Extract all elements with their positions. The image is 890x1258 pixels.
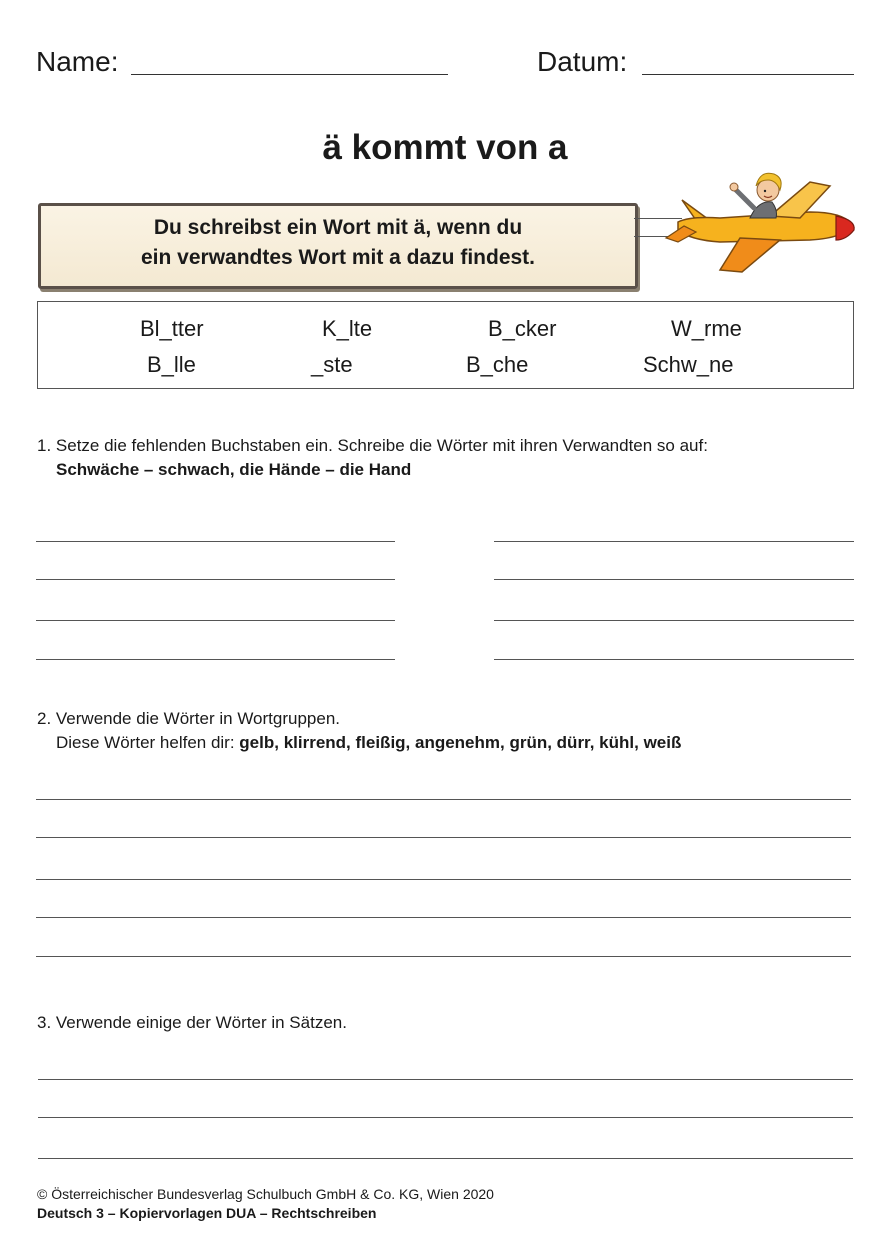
task-2-instruction: 2. Verwende die Wörter in Wortgruppen. bbox=[37, 709, 341, 728]
pilot-arm bbox=[736, 190, 754, 208]
task-3-instruction: 3. Verwende einige der Wörter in Sätzen. bbox=[37, 1013, 347, 1032]
gap-word: W_rme bbox=[671, 316, 742, 341]
writing-line[interactable] bbox=[36, 620, 395, 621]
name-field-line[interactable] bbox=[131, 74, 448, 75]
gap-word: Schw_ne bbox=[643, 352, 734, 377]
task-1-example: Schwäche – schwach, die Hände – die Hand bbox=[56, 460, 412, 479]
airplane-nose bbox=[836, 216, 854, 240]
writing-line[interactable] bbox=[36, 659, 395, 660]
name-label: Name: bbox=[36, 46, 119, 77]
writing-line[interactable] bbox=[494, 579, 854, 580]
task-1-instruction: 1. Setze die fehlenden Buchstaben ein. Schreibe die Wörter mit ihren Verwandten so auf: bbox=[37, 436, 708, 455]
writing-line[interactable] bbox=[38, 1079, 853, 1080]
writing-line[interactable] bbox=[38, 1158, 853, 1159]
writing-line[interactable] bbox=[36, 541, 395, 542]
pilot-hand bbox=[730, 183, 738, 191]
footer-copyright: © Österreichischer Bundesverlag Schulbuch GmbH & Co. KG, Wien 2020 bbox=[37, 1186, 494, 1202]
airplane-lower-wing bbox=[720, 238, 780, 272]
writing-line[interactable] bbox=[36, 917, 851, 918]
date-label: Datum: bbox=[537, 46, 628, 77]
writing-line[interactable] bbox=[36, 579, 395, 580]
gap-word: B_lle bbox=[147, 352, 196, 377]
footer-series: Deutsch 3 – Kopiervorlagen DUA – Rechtschreiben bbox=[37, 1205, 377, 1221]
writing-line[interactable] bbox=[494, 620, 854, 621]
writing-line[interactable] bbox=[36, 837, 851, 838]
airplane-illustration bbox=[660, 160, 860, 280]
gap-word: K_lte bbox=[322, 316, 373, 341]
writing-line[interactable] bbox=[494, 659, 854, 660]
gap-word: Bl_tter bbox=[140, 316, 204, 341]
writing-line[interactable] bbox=[494, 541, 854, 542]
rule-line-2: ein verwandtes Wort mit a dazu findest. bbox=[140, 246, 536, 269]
page-title: ä kommt von a bbox=[322, 128, 568, 167]
task-2-helper-line bbox=[56, 733, 681, 753]
rule-banner bbox=[38, 203, 638, 289]
task-2-helper-words: gelb, klirrend, fleißig, angenehm, grün, dürr, kühl, weiß bbox=[239, 733, 682, 752]
gap-word: _ste bbox=[311, 352, 353, 377]
gap-word: B_che bbox=[466, 352, 529, 377]
gap-word: B_cker bbox=[488, 316, 557, 341]
task-2-helper-prefix: Diese Wörter helfen dir: bbox=[56, 733, 240, 752]
writing-line[interactable] bbox=[36, 879, 851, 880]
writing-line[interactable] bbox=[36, 956, 851, 957]
pilot-eye bbox=[764, 190, 766, 192]
date-field-line[interactable] bbox=[642, 74, 854, 75]
rule-line-1: Du schreibst ein Wort mit ä, wenn du bbox=[153, 216, 523, 239]
writing-line[interactable] bbox=[36, 799, 851, 800]
writing-line[interactable] bbox=[38, 1117, 853, 1118]
